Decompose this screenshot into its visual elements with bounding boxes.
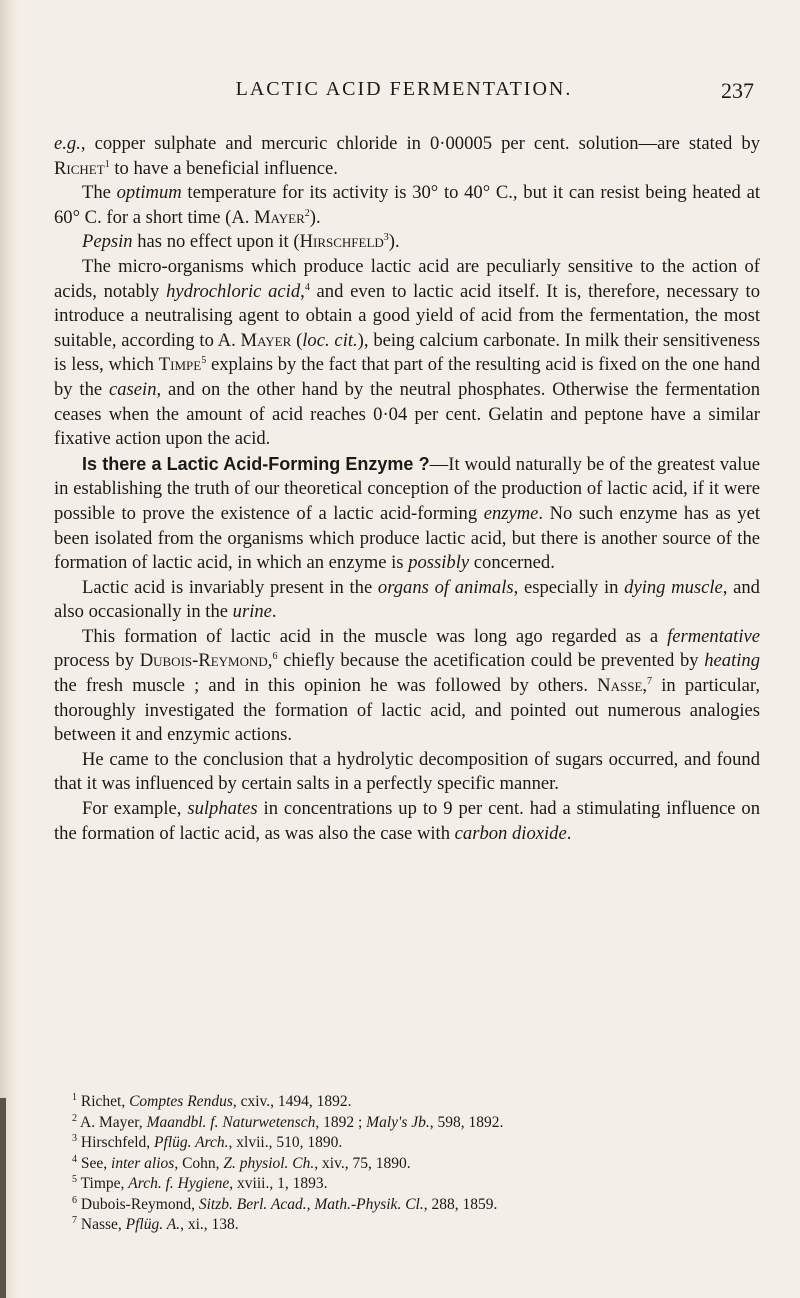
page-number: 237 <box>721 78 754 103</box>
text: Hirschfeld, <box>80 1134 155 1151</box>
text: concerned. <box>469 552 555 574</box>
italic-text: Sitzb. Berl. Acad., Math.-Physik. Cl. <box>198 1195 424 1213</box>
footnote <box>72 1214 760 1236</box>
text: . <box>271 601 277 623</box>
text: , <box>300 280 305 302</box>
footnote <box>72 1153 760 1175</box>
text: chiefly because the acetification could be prevented by <box>277 650 705 672</box>
footnote-ref: 5 <box>201 355 207 367</box>
paragraph <box>54 797 760 846</box>
text: ( <box>291 329 303 351</box>
italic-text: Pflüg. A. <box>125 1216 181 1233</box>
footnotes <box>54 1092 760 1236</box>
italic-text: carbon dioxide <box>454 822 567 844</box>
text: , and on the other hand by the neutral phosphates. Otherwise the fermentation ceases when the amount of acid reaches 0·04 per cent. Gelatin and peptone have a similar fixative action upon the acid. <box>54 378 760 450</box>
text: , and also occasionally in the <box>54 576 760 623</box>
italic-text: hydrochloric acid <box>166 280 301 302</box>
running-head: LACTIC ACID FERMENTATION. <box>235 78 573 100</box>
text: Timpe, <box>80 1175 129 1192</box>
author-name: Richet <box>54 157 105 179</box>
text: He came to the conclusion that a hydrolytic decomposition of sugars occurred, and found that it was influenced by certain salts in a perfectly specific manner. <box>54 748 760 795</box>
text: This formation of lactic acid in the muscle was long ago regarded as a <box>82 625 668 647</box>
italic-text: enzyme <box>483 502 539 524</box>
italic-text: loc. cit. <box>302 329 358 351</box>
italic-text: urine <box>232 601 272 623</box>
text: explains by the fact that part of the resulting acid is fixed on the one hand by the <box>54 354 761 400</box>
italic-text: organs of animals <box>377 576 514 598</box>
italic-text: possibly <box>408 552 470 574</box>
text: the fresh muscle ; and in this opinion he was followed by others. <box>54 675 598 697</box>
text: , cxiv., 1494, 1892. <box>232 1093 352 1110</box>
footnote-number: 3 <box>72 1132 77 1144</box>
footnote-number: 5 <box>72 1173 77 1185</box>
italic-text: Maandbl. f. Naturwetensch <box>146 1113 316 1131</box>
page-edge-dark <box>0 1098 6 1298</box>
author-name: Mayer <box>254 206 305 228</box>
text: in concentrations up to 9 per cent. had a stimulating influence on the formation of lactic acid, as was also the case with <box>54 798 760 844</box>
italic-text: heating <box>704 650 760 672</box>
footnote <box>72 1173 760 1195</box>
body-text <box>54 132 760 846</box>
italic-text: Pflüg. Arch. <box>154 1134 229 1151</box>
text: ). <box>309 206 321 228</box>
italic-text: Comptes Rendus <box>129 1093 233 1110</box>
text: , copper sulphate and mercuric chloride in 0·00005 per cent. solution—are stated by <box>80 133 760 154</box>
text: , xi., 138. <box>180 1216 239 1233</box>
italic-text: fermentative <box>667 625 760 647</box>
italic-text: optimum <box>116 182 182 204</box>
footnote-ref: 1 <box>104 158 110 170</box>
text: , xviii., 1, 1893. <box>229 1175 328 1192</box>
text: , Cohn, <box>174 1154 224 1172</box>
footnote-number: 7 <box>72 1214 77 1226</box>
author-name: Nasse <box>597 675 643 697</box>
text: Dubois-Reymond, <box>80 1195 199 1213</box>
italic-text: sulphates <box>187 798 258 820</box>
text: temperature for its activity is 30° to 40° C., but it can resist being heated at 60° C. for a short time (A. <box>54 182 760 228</box>
text: A. Mayer, <box>80 1113 147 1131</box>
text: Nasse, <box>80 1216 126 1233</box>
text: See, <box>80 1154 112 1172</box>
text: , especially in <box>513 576 625 598</box>
footnote-ref: 4 <box>304 281 310 293</box>
paragraph <box>54 625 760 748</box>
paragraph <box>54 181 760 230</box>
text: process by <box>54 650 140 672</box>
text: . No such enzyme has as yet been isolated from the organisms which produce lactic acid, but there is another source of the formation of lactic acid, in which an enzyme is <box>54 502 761 574</box>
italic-text: casein <box>108 378 157 400</box>
text: , 288, 1859. <box>423 1195 498 1213</box>
footnote-ref: 3 <box>383 232 389 244</box>
footnote-ref: 7 <box>647 675 653 687</box>
footnote-ref: 2 <box>304 207 310 219</box>
footnote-ref: 6 <box>272 651 278 663</box>
text: , <box>642 675 648 697</box>
italic-text: Arch. f. Hygiene <box>128 1175 230 1192</box>
text: Lactic acid is invariably present in the <box>82 576 378 598</box>
paragraph <box>54 132 760 181</box>
footnote-number: 2 <box>72 1112 77 1124</box>
section-heading: Is there a Lactic Acid-Forming Enzyme ? <box>82 453 430 474</box>
text: ). <box>388 231 400 253</box>
footnote <box>72 1112 760 1134</box>
text: The <box>82 182 117 204</box>
text: , <box>267 650 273 672</box>
text: Richet, <box>80 1093 130 1110</box>
text: and even to lactic acid itself. It is, therefore, necessary to introduce a neutralising agent to obtain a good yield of acid from the fermentation, the most suitable, according to A. <box>54 280 760 351</box>
text: has no effect upon it ( <box>132 231 300 253</box>
author-name: Dubois-Reymond <box>139 650 268 672</box>
text: The micro-organisms which produce lactic acid are peculiarly sensitive to the action of acids, notably <box>54 255 760 302</box>
text: ), being calcium carbonate. In milk their sensitiveness is less, which <box>54 329 760 376</box>
italic-text: inter alios <box>111 1154 175 1172</box>
page-header <box>54 78 754 108</box>
paragraph <box>54 230 760 255</box>
text: —It would naturally be of the greatest value in establishing the truth of our theoretical conception of the production of lactic acid, if it were possible to prove the existence of a lactic acid-forming <box>54 453 760 524</box>
paragraph <box>54 576 760 625</box>
italic-text: Z. physiol. Ch. <box>223 1154 315 1172</box>
footnote <box>72 1091 760 1113</box>
footnote-number: 1 <box>72 1091 77 1103</box>
text: For example, <box>82 798 188 820</box>
author-name: Hirschfeld <box>299 231 384 253</box>
footnote <box>72 1194 760 1216</box>
text: to have a beneficial influence. <box>109 157 338 179</box>
italic-text: Pepsin <box>82 231 133 253</box>
italic-text: dying muscle <box>624 576 723 598</box>
paragraph <box>54 255 760 452</box>
text: , 1892 ; <box>315 1113 367 1131</box>
paragraph <box>54 748 760 797</box>
text: in particular, thoroughly investigated the formation of lactic acid, and pointed out numerous analogies between it and enzymic actions. <box>54 675 760 746</box>
text: . <box>566 822 572 844</box>
text: , xlvii., 510, 1890. <box>228 1134 343 1151</box>
paragraph <box>54 452 760 576</box>
italic-text: e.g. <box>54 133 81 154</box>
text: , xiv., 75, 1890. <box>314 1154 411 1172</box>
author-name: Timpe <box>158 354 202 376</box>
author-name: Mayer <box>240 329 292 351</box>
italic-text: Maly's Jb. <box>366 1113 430 1131</box>
footnote-number: 6 <box>72 1194 77 1206</box>
footnote <box>72 1132 760 1154</box>
footnote-number: 4 <box>72 1153 77 1165</box>
text: , 598, 1892. <box>429 1113 504 1131</box>
